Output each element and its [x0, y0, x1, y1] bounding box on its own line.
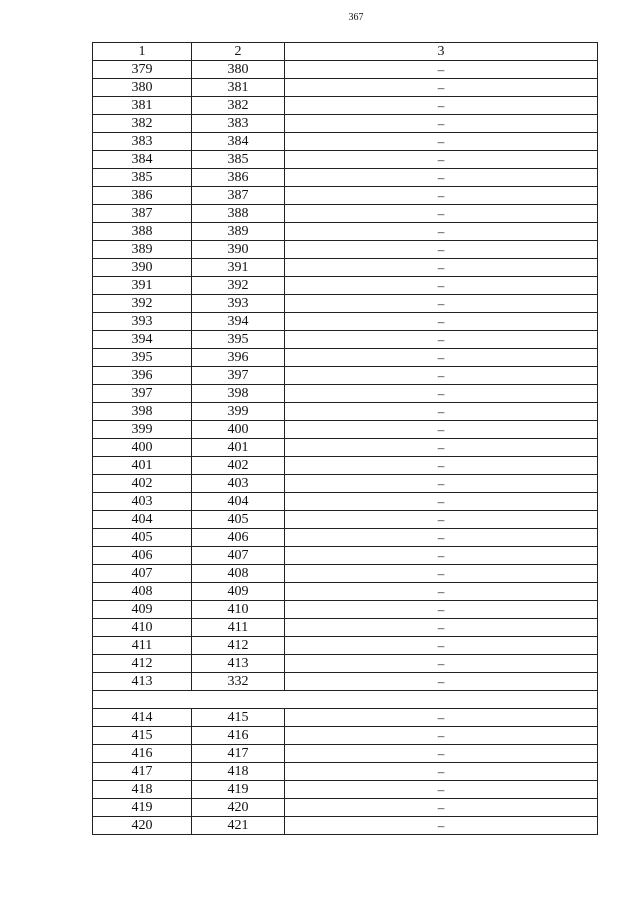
table-row [93, 673, 598, 691]
page-number: 367 [348, 12, 364, 23]
table-row [93, 205, 598, 223]
cell-col-2: 385 [192, 151, 285, 169]
cell-col-3: – [285, 439, 598, 457]
cell-col-2: 408 [192, 565, 285, 583]
table-row [93, 313, 598, 331]
cell-col-1: 409 [93, 601, 192, 619]
table-row [93, 421, 598, 439]
cell-col-2: 391 [192, 259, 285, 277]
cell-col-2: 380 [192, 61, 285, 79]
cell-col-1: 397 [93, 385, 192, 403]
cell-col-2: 400 [192, 421, 285, 439]
table-row [93, 241, 598, 259]
cell-col-3: – [285, 151, 598, 169]
table-row [93, 781, 598, 799]
column-header-2: 2 [192, 43, 285, 61]
cell-col-1: 404 [93, 511, 192, 529]
cell-col-1: 400 [93, 439, 192, 457]
cell-col-1: 387 [93, 205, 192, 223]
table-row [93, 403, 598, 421]
cell-col-2: 381 [192, 79, 285, 97]
cell-col-2: 421 [192, 817, 285, 835]
cell-col-1: 407 [93, 565, 192, 583]
table-header [93, 43, 598, 61]
cell-col-3: – [285, 709, 598, 727]
cell-col-1: 406 [93, 547, 192, 565]
cell-col-2: 401 [192, 439, 285, 457]
cell-col-1: 393 [93, 313, 192, 331]
cell-col-1: 396 [93, 367, 192, 385]
cell-col-3: – [285, 259, 598, 277]
cell-col-2: 384 [192, 133, 285, 151]
cell-col-2: 412 [192, 637, 285, 655]
cell-col-1: 398 [93, 403, 192, 421]
cell-col-2: 418 [192, 763, 285, 781]
table-row [93, 133, 598, 151]
cell-col-2: 407 [192, 547, 285, 565]
table-row [93, 583, 598, 601]
cell-col-3: – [285, 565, 598, 583]
cell-col-3: – [285, 223, 598, 241]
cell-col-2: 420 [192, 799, 285, 817]
cell-col-3: – [285, 727, 598, 745]
header-row [93, 43, 598, 61]
table-row [93, 637, 598, 655]
cell-col-1: 415 [93, 727, 192, 745]
column-header-1: 1 [93, 43, 192, 61]
cell-col-1: 414 [93, 709, 192, 727]
cell-col-3: – [285, 205, 598, 223]
cell-col-3: – [285, 583, 598, 601]
cell-col-2: 405 [192, 511, 285, 529]
cell-col-3: – [285, 745, 598, 763]
cell-col-1: 402 [93, 475, 192, 493]
cell-col-3: – [285, 655, 598, 673]
table-row [93, 295, 598, 313]
table-row [93, 385, 598, 403]
cell-col-2: 386 [192, 169, 285, 187]
cell-col-3: – [285, 475, 598, 493]
cell-col-2: 416 [192, 727, 285, 745]
cell-col-1: 401 [93, 457, 192, 475]
cell-col-2: 387 [192, 187, 285, 205]
cell-col-3: – [285, 547, 598, 565]
cell-col-2: 406 [192, 529, 285, 547]
table-row [93, 439, 598, 457]
cell-col-1: 394 [93, 331, 192, 349]
cell-col-3: – [285, 385, 598, 403]
separator-cell [93, 691, 598, 709]
cell-col-1: 413 [93, 673, 192, 691]
cell-col-2: 389 [192, 223, 285, 241]
cell-col-1: 395 [93, 349, 192, 367]
table-separator-row [93, 691, 598, 709]
cell-col-2: 396 [192, 349, 285, 367]
cell-col-3: – [285, 61, 598, 79]
cell-col-3: – [285, 763, 598, 781]
cell-col-2: 410 [192, 601, 285, 619]
cell-col-1: 385 [93, 169, 192, 187]
cell-col-1: 412 [93, 655, 192, 673]
cell-col-3: – [285, 241, 598, 259]
cell-col-3: – [285, 277, 598, 295]
table-row [93, 475, 598, 493]
table-row [93, 565, 598, 583]
table-row [93, 97, 598, 115]
cell-col-2: 382 [192, 97, 285, 115]
cell-col-3: – [285, 529, 598, 547]
cell-col-3: – [285, 511, 598, 529]
cell-col-2: 413 [192, 655, 285, 673]
cell-col-2: 404 [192, 493, 285, 511]
cell-col-3: – [285, 781, 598, 799]
cell-col-1: 418 [93, 781, 192, 799]
cell-col-3: – [285, 115, 598, 133]
table-row [93, 601, 598, 619]
cell-col-2: 419 [192, 781, 285, 799]
cell-col-3: – [285, 799, 598, 817]
table-row [93, 79, 598, 97]
table-row [93, 367, 598, 385]
cell-col-2: 393 [192, 295, 285, 313]
cell-col-1: 386 [93, 187, 192, 205]
cell-col-2: 388 [192, 205, 285, 223]
cell-col-3: – [285, 349, 598, 367]
cell-col-2: 394 [192, 313, 285, 331]
table-row [93, 799, 598, 817]
table-row [93, 529, 598, 547]
cell-col-1: 410 [93, 619, 192, 637]
cell-col-3: – [285, 493, 598, 511]
table-row [93, 547, 598, 565]
cell-col-3: – [285, 133, 598, 151]
cell-col-3: – [285, 97, 598, 115]
table-row [93, 655, 598, 673]
cell-col-2: 399 [192, 403, 285, 421]
table-row [93, 169, 598, 187]
cell-col-2: 398 [192, 385, 285, 403]
cell-col-1: 382 [93, 115, 192, 133]
column-header-3: 3 [285, 43, 598, 61]
table-row [93, 61, 598, 79]
cell-col-2: 392 [192, 277, 285, 295]
cell-col-3: – [285, 817, 598, 835]
cell-col-1: 405 [93, 529, 192, 547]
cell-col-3: – [285, 169, 598, 187]
table-row [93, 745, 598, 763]
cell-col-1: 403 [93, 493, 192, 511]
cell-col-3: – [285, 295, 598, 313]
cell-col-1: 391 [93, 277, 192, 295]
cell-col-3: – [285, 187, 598, 205]
cell-col-1: 390 [93, 259, 192, 277]
cell-col-1: 399 [93, 421, 192, 439]
cell-col-1: 419 [93, 799, 192, 817]
table-row [93, 115, 598, 133]
cell-col-2: 332 [192, 673, 285, 691]
cell-col-1: 379 [93, 61, 192, 79]
cell-col-2: 402 [192, 457, 285, 475]
table-row [93, 331, 598, 349]
table-row [93, 457, 598, 475]
table-row [93, 763, 598, 781]
table-body [93, 61, 598, 835]
cell-col-2: 415 [192, 709, 285, 727]
cell-col-1: 417 [93, 763, 192, 781]
cell-col-3: – [285, 619, 598, 637]
cell-col-1: 389 [93, 241, 192, 259]
cell-col-2: 411 [192, 619, 285, 637]
cell-col-3: – [285, 457, 598, 475]
table-row [93, 619, 598, 637]
table-row [93, 259, 598, 277]
table-row [93, 817, 598, 835]
cell-col-1: 416 [93, 745, 192, 763]
cell-col-1: 384 [93, 151, 192, 169]
cell-col-1: 392 [93, 295, 192, 313]
cell-col-2: 409 [192, 583, 285, 601]
cell-col-1: 408 [93, 583, 192, 601]
data-table [92, 42, 598, 835]
cell-col-2: 390 [192, 241, 285, 259]
table-row [93, 727, 598, 745]
cell-col-3: – [285, 637, 598, 655]
cell-col-1: 383 [93, 133, 192, 151]
cell-col-1: 380 [93, 79, 192, 97]
cell-col-2: 397 [192, 367, 285, 385]
table-row [93, 511, 598, 529]
cell-col-2: 395 [192, 331, 285, 349]
cell-col-3: – [285, 601, 598, 619]
cell-col-1: 411 [93, 637, 192, 655]
table-row [93, 223, 598, 241]
cell-col-3: – [285, 367, 598, 385]
cell-col-2: 417 [192, 745, 285, 763]
cell-col-3: – [285, 331, 598, 349]
table-row [93, 187, 598, 205]
table-row [93, 709, 598, 727]
cell-col-2: 383 [192, 115, 285, 133]
cell-col-2: 403 [192, 475, 285, 493]
cell-col-3: – [285, 673, 598, 691]
cell-col-3: – [285, 313, 598, 331]
table-row [93, 493, 598, 511]
table-row [93, 349, 598, 367]
cell-col-1: 388 [93, 223, 192, 241]
cell-col-3: – [285, 79, 598, 97]
cell-col-3: – [285, 421, 598, 439]
cell-col-1: 381 [93, 97, 192, 115]
cell-col-1: 420 [93, 817, 192, 835]
table-row [93, 277, 598, 295]
table-row [93, 151, 598, 169]
cell-col-3: – [285, 403, 598, 421]
